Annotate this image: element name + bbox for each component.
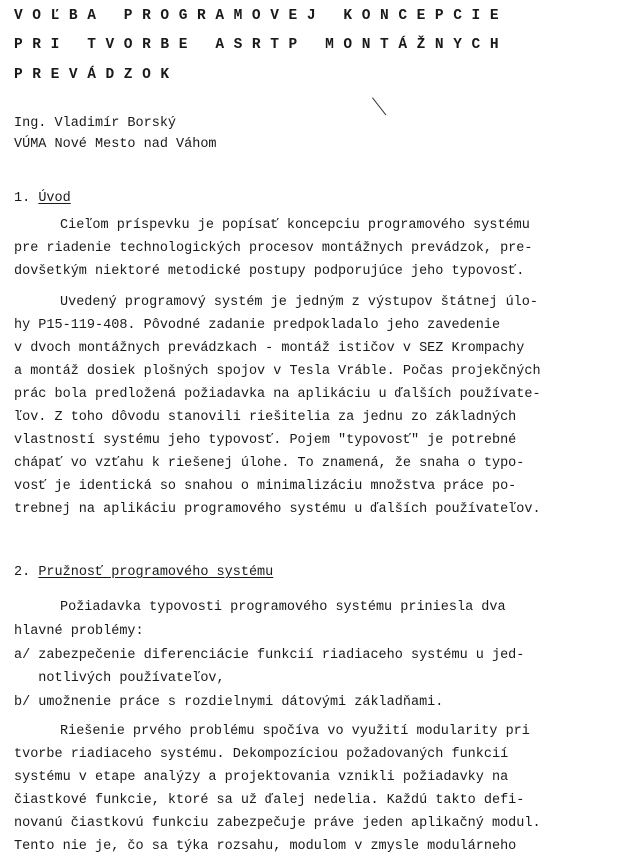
s1-p2-line: a montáž dosiek plošných spojov v Tesla Vráble. Počas projekčných — [14, 364, 541, 379]
section-2-number: 2. — [14, 565, 31, 580]
s1-p2-line: vosť je identická so snahou o minimalizáciu množstva práce po- — [14, 479, 517, 494]
s1-p1-line: Cieľom príspevku je popísať koncepciu programového systému — [60, 218, 530, 233]
s1-p2-line: Uvedený programový systém je jedným z výstupov štátnej úlo- — [60, 295, 538, 310]
section-1-title: Úvod — [38, 191, 71, 206]
affiliation: VÚMA Nové Mesto nad Váhom — [14, 137, 217, 152]
title-line-3: PREVÁDZOK — [14, 67, 179, 83]
stray-pen-mark — [372, 97, 386, 115]
section-2-heading — [14, 566, 273, 580]
title-line-2: PRI TVORBE ASRTP MONTÁŽNYCH — [14, 37, 509, 53]
s2-list-item-a: a/ zabezpečenie diferenciácie funkcií riadiaceho systému u jed- — [14, 648, 525, 663]
s1-p2-line: ľov. Z toho dôvodu stanovili riešitelia za jednu zo základných — [14, 410, 517, 425]
s2-p2-line: tvorbe riadiaceho systému. Dekompozíciou požadovaných funkcií — [14, 747, 509, 762]
s2-p2-line: čiastkové funkcie, ktoré sa už ďalej nedelia. Každú takto defi- — [14, 793, 525, 808]
s2-p1-line: Požiadavka typovosti programového systému priniesla dva — [60, 600, 506, 615]
s2-p1-line: hlavné problémy: — [14, 624, 144, 639]
section-1-number: 1. — [14, 191, 31, 206]
s2-list-item-a-cont: notlivých používateľov, — [14, 671, 225, 686]
s2-p2-line: systému v etape analýzy a projektovania vznikli požiadavky na — [14, 770, 509, 785]
s1-p2-line: chápať vo vzťahu k riešenej úlohe. To znamená, že snaha o typo- — [14, 456, 525, 471]
s2-p2-line: Riešenie prvého problému spočíva vo využití modularity pri — [60, 724, 530, 739]
s1-p2-line: trebnej na aplikáciu programového systému u ďalších používateľov. — [14, 502, 541, 517]
s1-p2-line: prác bola predložená požiadavka na aplikáciu u ďalších používate- — [14, 387, 541, 402]
s1-p2-line: vlastností systému jeho typovosť. Pojem "typovosť" je potrebné — [14, 433, 517, 448]
s1-p2-line: v dvoch montážnych prevádzkach - montáž ističov v SEZ Krompachy — [14, 341, 525, 356]
s2-p2-line: Tento nie je, čo sa týka rozsahu, modulom v zmysle modulárneho — [14, 839, 517, 854]
title-line-1: VOĽBA PROGRAMOVEJ KONCEPCIE — [14, 8, 509, 24]
section-2-title: Pružnosť programového systému — [38, 565, 274, 580]
author: Ing. Vladimír Borský — [14, 116, 177, 131]
s2-p2-line: novanú čiastkovú funkciu zabezpečuje práve jeden aplikačný modul. — [14, 816, 541, 831]
s1-p2-line: hy P15-119-408. Pôvodné zadanie predpokladalo jeho zavedenie — [14, 318, 501, 333]
s1-p1-line: pre riadenie technologických procesov montážnych prevádzok, pre- — [14, 241, 533, 256]
s1-p1-line: dovšetkým niektoré metodické postupy podporujúce jeho typovosť. — [14, 264, 525, 279]
section-1-heading — [14, 192, 71, 206]
s2-list-item-b: b/ umožnenie práce s rozdielnymi dátovými základňami. — [14, 695, 444, 710]
